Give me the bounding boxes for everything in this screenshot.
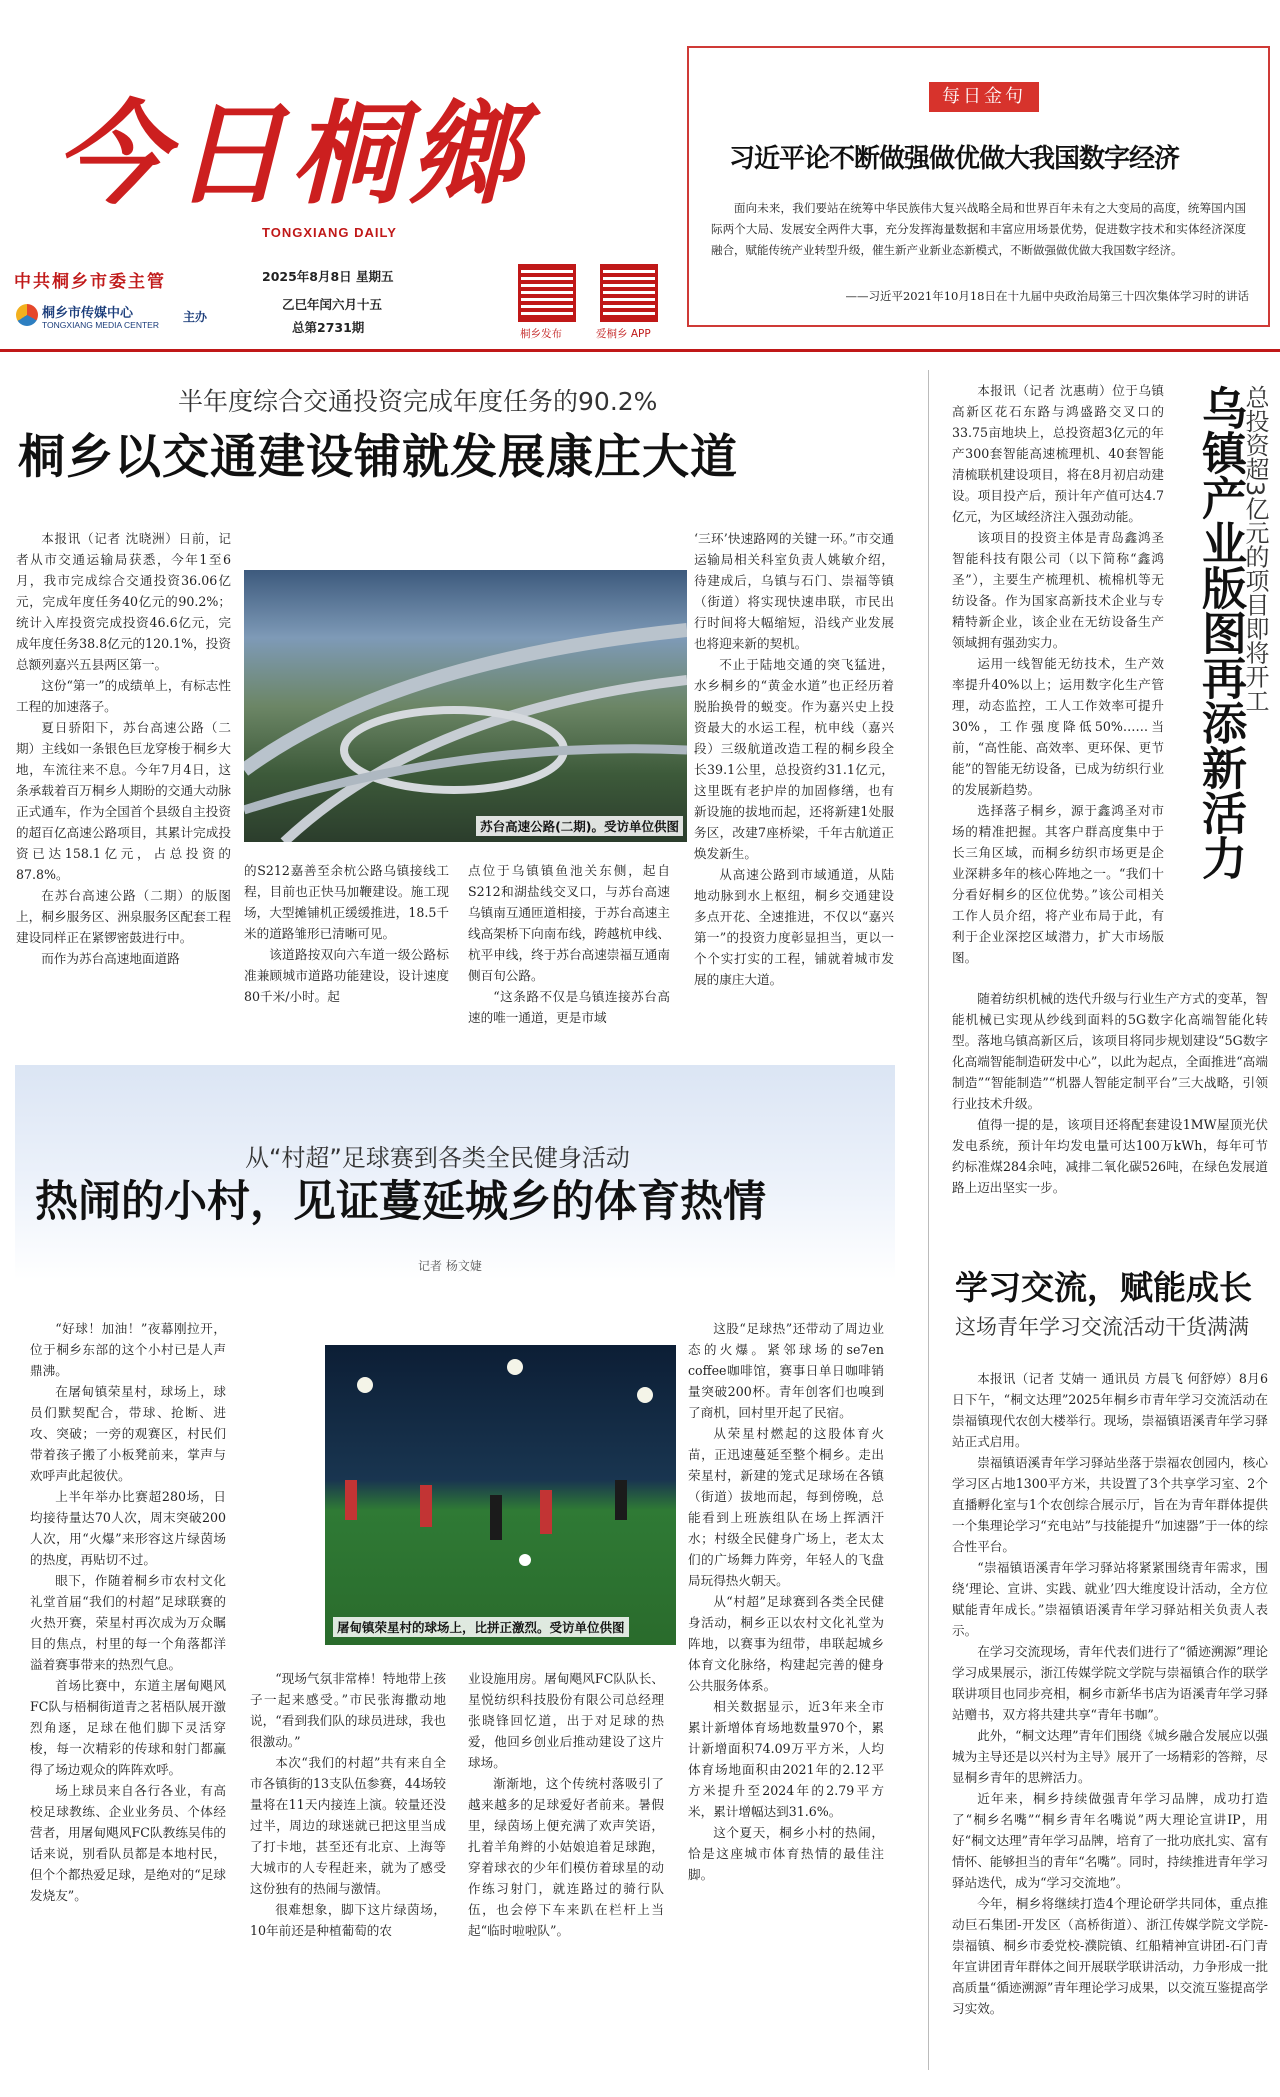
logo-english: TONGXIANG DAILY bbox=[262, 225, 397, 240]
paragraph: 该项目的投资主体是青岛鑫鸿圣智能科技有限公司（以下简称“鑫鸿圣”），主要生产梳理机、梳棉机等无纺设备。作为国家高新技术企业与专精特新企业，该企业在无纺设备生产领域拥有强劲实力。 bbox=[952, 530, 1164, 650]
article4-title: 学习交流，赋能成长 bbox=[955, 1268, 1252, 1307]
article1-column-2 bbox=[244, 860, 449, 1030]
article2-column-1 bbox=[952, 380, 1164, 980]
daily-quote-box bbox=[687, 46, 1270, 327]
paragraph: 这个夏天，桐乡小村的热闹，恰是这座城市体育热情的最佳注脚。 bbox=[688, 1825, 884, 1882]
article2-title: 乌镇产业版图再添新活力 bbox=[1194, 385, 1247, 880]
paragraph: 运用一线智能无纺技术，生产效率提升40%以上；运用数字化生产管理，动态监控，工人工作效率可提升30%，工作强度降低50%……当前，“高性能、高效率、更环保、更节能”的智能无纺设备，已成为纺织行业的发展新趋势。 bbox=[952, 656, 1164, 797]
paragraph: 的S212嘉善至余杭公路乌镇接线工程，目前也正快马加鞭建设。施工现场，大型摊铺机正缓缓推进，18.5千米的道路雏形已清晰可见。 bbox=[244, 863, 449, 941]
paragraph: 本报讯（记者 沈晓洲）日前，记者从市交通运输局获悉，今年1至6月，我市完成综合交通投资36.06亿元，完成年度任务40亿元的90.2%；统计入库投资完成投资46.6亿元，完成年度任务38.8亿元的120.1%，投资总额列嘉兴五县两区第一。 bbox=[16, 531, 231, 672]
qr-code-icon bbox=[600, 264, 658, 322]
paragraph: 在屠甸镇荣星村，球场上，球员们默契配合，带球、抢断、进攻、突破；一旁的观赛区，村民们带着孩子搬了小板凳前来，掌声与欢呼声此起彼伏。 bbox=[30, 1384, 226, 1483]
article1-subtitle: 半年度综合交通投资完成年度任务的90.2% bbox=[178, 387, 658, 416]
article4-column-1 bbox=[952, 1368, 1268, 2083]
paragraph: 崇福镇语溪青年学习驿站坐落于崇福农创园内，核心学习区占地1300平方米，共设置了3个共享学习室、2个直播孵化室与1个农创综合展示厅，旨在为青年群体提供一个集理论学习“充电站”与技能提升“加速器”于一体的综合性平台。 bbox=[952, 1455, 1268, 1554]
paragraph: 本报讯（记者 艾婧一 通讯员 方晨飞 何舒婷）8月6日下午，“桐文达理”2025年桐乡市青年学习交流活动在崇福镇现代农创大楼举行。现场，崇福镇语溪青年学习驿站正式启用。 bbox=[952, 1371, 1268, 1449]
paragraph: 而作为苏台高速地面道路 bbox=[41, 951, 180, 966]
village-football-photo bbox=[325, 1345, 676, 1645]
sponsor-text: 中共桐乡市委主管 bbox=[14, 272, 166, 292]
paragraph: 不止于陆地交通的突飞猛进，水乡桐乡的“黄金水道”也正经历着脱胎换骨的蜕变。作为嘉兴史上投资最大的水运工程，杭申线（嘉兴段）三级航道改造工程的桐乡段全长39.1公里，总投资约31.1亿元，这里既有老护岸的加固修缮，也有新设施的拔地而起，还将新建1处服务区，改建7座桥梁，千年古航道正焕发新生。 bbox=[694, 657, 894, 861]
paragraph: 该道路按双向六车道一级公路标准兼顾城市道路功能建设，设计速度80千米/小时。起 bbox=[244, 947, 449, 1004]
daily-quote-tag: 每日金句 bbox=[929, 82, 1039, 112]
paragraph: 值得一提的是，该项目还将配套建设1MW屋顶光伏发电系统，预计年均发电量可达100万kWh，每年可节约标准煤284余吨，减排二氧化碳526吨，在绿色发展道路上迈出坚实一步。 bbox=[952, 1117, 1268, 1195]
article1-column-1 bbox=[16, 528, 231, 1028]
paragraph: 本次“我们的村超”共有来自全市各镇街的13支队伍参赛，44场较量将在11天内接连上演。较量还没过半，周边的球迷就已把这里当成了打卡地，甚至还有北京、上海等大城市的人专程赶来，就为了感受这份独有的热闹与激情。 bbox=[250, 1755, 446, 1896]
lunar-date: 乙巳年闰六月十五 bbox=[282, 297, 383, 312]
daily-quote-source: ——习近平2021年10月18日在十九届中央政治局第三十四次集体学习时的讲话 bbox=[845, 289, 1249, 303]
paragraph: 渐渐地，这个传统村落吸引了越来越多的足球爱好者前来。暑假里，绿茵场上便充满了欢声笑语，扎着羊角辫的小姑娘追着足球跑，穿着球衣的少年们模仿着球星的动作练习射门，就连路过的骑行队伍，也会停下车来趴在栏杆上当起“临时啦啦队”。 bbox=[468, 1776, 664, 1938]
paragraph: ‘三环’快速路网的关键一环。”市交通运输局相关科室负责人姚敏介绍，待建成后，乌镇与石门、崇福等镇（街道）将实现快速串联，市民出行时间将大幅缩短，沿线产业发展也将迎来新的契机。 bbox=[694, 531, 894, 651]
paragraph: 选择落子桐乡，源于鑫鸿圣对市场的精准把握。其客户群高度集中于长三角区域，而桐乡纺织市场更是企业深耕多年的核心阵地之一。“我们十分看好桐乡的区位优势。”该公司相关工作人员介绍，将产业布局于此，有利于企业深挖区域潜力，扩大市场版图。 bbox=[952, 803, 1164, 965]
paragraph: “这条路不仅是乌镇连接苏台高速的唯一通道，更是市域 bbox=[468, 989, 670, 1025]
article1-column-3 bbox=[468, 860, 670, 1030]
paragraph: 从荣星村燃起的这股体育火苗，正迅速蔓延至整个桐乡。走出荣星村，新建的笼式足球场在各镇（街道）拔地而起，每到傍晚，总能看到上班族组队在场上挥洒汗水；村级全民健身广场上，老太太们的广场舞力阵旁，年轻人的飞盘局玩得热火朝天。 bbox=[688, 1426, 884, 1588]
paragraph: 从“村超”足球赛到各类全民健身活动，桐乡正以农村文化礼堂为阵地，以赛事为纽带，串联起城乡体育文化脉络，构建起完善的健身公共服务体系。 bbox=[688, 1594, 884, 1693]
header-divider bbox=[0, 349, 1280, 352]
article3-subtitle: 从“村超”足球赛到各类全民健身活动 bbox=[245, 1144, 630, 1172]
article1-photo-caption: 苏台高速公路(二期)。受访单位供图 bbox=[476, 816, 683, 836]
article3-title: 热闹的小村，见证蔓延城乡的体育热情 bbox=[35, 1177, 766, 1227]
paragraph: 夏日骄阳下，苏台高速公路（二期）主线如一条银色巨龙穿梭于桐乡大地，车流往来不息。今年7月4日，这条承载着百万桐乡人期盼的交通大动脉正式通车，作为全国首个县级自主投资的超百亿高速公路项目，其累计完成投资已达158.1亿元，占总投资的87.8%。 bbox=[16, 720, 231, 882]
paragraph: 相关数据显示，近3年来全市累计新增体育场地数量970个，累计新增面积74.09万平方米，人均体育场地面积由2021年的2.12平方米提升至2024年的2.79平方米，累计增幅达到31.6%。 bbox=[688, 1699, 884, 1819]
issue-date: 2025年8月8日 星期五 bbox=[262, 269, 394, 284]
article3-column-4 bbox=[688, 1318, 884, 2078]
daily-quote-headline: 习近平论不断做强做优做大我国数字经济 bbox=[729, 144, 1180, 174]
article1-column-4 bbox=[694, 528, 894, 1028]
paragraph: 上半年举办比赛超280场，日均接待量达70人次，周末突破200人次，用“火爆”来形容这片绿茵场的热度，再贴切不过。 bbox=[30, 1489, 226, 1567]
media-center-name: 桐乡市传媒中心 bbox=[42, 306, 134, 321]
article2-subtitle: 总投资超3亿元的项目即将开工 bbox=[1241, 385, 1269, 713]
paragraph: 这股“足球热”还带动了周边业态的火爆。紧邻球场的se7en coffee咖啡馆，赛事日单日咖啡销量突破200杯。青年创客们也嗅到了商机，回村里开起了民宿。 bbox=[688, 1321, 884, 1420]
paragraph: 点位于乌镇镇鱼池关东侧，起自S212和湖盐线交叉口，与苏台高速乌镇南互通匝道相接，于苏台高速主线高架桥下向南布线，跨越杭申线、杭平申线，终于苏台高速崇福互通南侧百旬公路。 bbox=[468, 863, 670, 983]
issue-number: 总第2731期 bbox=[292, 320, 365, 335]
article4-subtitle: 这场青年学习交流活动干货满满 bbox=[955, 1315, 1249, 1339]
paragraph: 业设施用房。屠甸飓风FC队队长、星悦纺织科技股份有限公司总经理张晓锋回忆道，出于对足球的热爱，他回乡创业后推动建设了这片球场。 bbox=[468, 1671, 664, 1770]
paragraph: 在学习交流现场，青年代表们进行了“循迹溯源”理论学习成果展示，浙江传媒学院文学院与崇福镇合作的联学联讲项目也同步亮相，桐乡市新华书店为语溪青年学习驿站赠书，双方将共建共享“青年书咖”。 bbox=[952, 1644, 1268, 1722]
paragraph: 眼下，作随着桐乡市农村文化礼堂首届“我们的村超”足球联赛的火热开赛，荣星村再次成为万众瞩目的焦点，村里的每一个角落都洋溢着赛事带来的热烈气息。 bbox=[30, 1573, 226, 1672]
paragraph: 场上球员来自各行各业，有高校足球教练、企业业务员、个体经营者，用屠甸飓风FC队教练吴伟的话来说，别看队员都是本地村民，但个个都热爱足球，是绝对的“足球发烧友”。 bbox=[30, 1783, 226, 1903]
article3-column-3 bbox=[468, 1668, 664, 2078]
article3-byline: 记者 杨文婕 bbox=[418, 1259, 482, 1273]
qr1-label: 桐乡发布 bbox=[520, 328, 562, 340]
article3-column-1 bbox=[30, 1318, 226, 2078]
qr2-label: 爱桐乡 APP bbox=[596, 328, 651, 340]
paragraph: 今年，桐乡将继续打造4个理论研学共同体，重点推动巨石集团-开发区（高桥街道）、浙江传媒学院文学院-崇福镇、桐乡市委党校-濮院镇、红船精神宣讲团-石门青年宣讲团青年群体之间开展联学联讲活动，力争形成一批高质量“循迹溯源”青年理论学习成果，以交流互鉴提高学习实效。 bbox=[952, 1896, 1268, 2016]
paragraph: “崇福镇语溪青年学习驿站将紧紧围绕青年需求，围绕‘理论、宣讲、实践、就业’四大维度设计活动，全方位赋能青年成长。”崇福镇语溪青年学习驿站相关负责人表示。 bbox=[952, 1560, 1268, 1638]
newspaper-logo: 今日桐鄉 bbox=[55, 89, 527, 220]
paragraph: 本报讯（记者 沈惠萌）位于乌镇高新区花石东路与鸿盛路交叉口的33.75亩地块上，总投资超3亿元的年产300套智能高速梳理机、40套智能清梳联机建设项目，将在8月初启动建设。项目投产后，预计年产值可达4.7亿元，为区域经济注入强劲动能。 bbox=[952, 383, 1164, 524]
highway-interchange-photo bbox=[244, 570, 687, 842]
paragraph: 在苏台高速公路（二期）的版图上，桐乡服务区、洲泉服务区配套工程建设同样正在紧锣密鼓进行中。 bbox=[16, 888, 231, 945]
article3-photo-caption: 屠甸镇荣星村的球场上，比拼正激烈。受访单位供图 bbox=[333, 1617, 629, 1637]
paragraph: 这份“第一”的成绩单上，有标志性工程的加速落子。 bbox=[16, 678, 231, 714]
paragraph: 近年来，桐乡持续做强青年学习品牌，成功打造了“桐乡名嘴”“桐乡青年名嘴说”两大理论宣讲IP，用好“桐文达理”青年学习品牌，培育了一批功底扎实、富有情怀、能够担当的青年“名嘴”。同时，持续推进青年学习驿站迭代，成为“学习交流地”。 bbox=[952, 1791, 1268, 1890]
paragraph: “好球！加油！”夜幕刚拉开，位于桐乡东部的这个小村已是人声鼎沸。 bbox=[30, 1321, 226, 1378]
paragraph: “现场气氛非常棒！特地带上孩子一起来感受。”市民张海撒动地说，“看到我们队的球员进球，我也很激动。” bbox=[250, 1671, 446, 1749]
paragraph: 首场比赛中，东道主屠甸飓风FC队与梧桐街道青之茗梧队展开激烈角逐，足球在他们脚下灵活穿梭，每一次精彩的传球和射门都赢得了场边观众的阵阵欢呼。 bbox=[30, 1678, 226, 1777]
column-divider bbox=[928, 370, 929, 2070]
article1-title: 桐乡以交通建设铺就发展康庄大道 bbox=[18, 430, 738, 485]
paragraph: 很难想象，脚下这片绿茵场，10年前还是种植葡萄的农 bbox=[250, 1902, 446, 1938]
paragraph: 随着纺织机械的迭代升级与行业生产方式的变革，智能机械已实现从纱线到面料的5G数字化高端智能化转型。落地乌镇高新区后，该项目将同步规划建设“5G数字化高端智能制造研发中心”，以此为起点，全面推进“高端制造”“智能制造”“机器人智能定制平台”三大战略，引领行业技术升级。 bbox=[952, 991, 1268, 1111]
article2-column-2 bbox=[952, 988, 1268, 1208]
paragraph: 从高速公路到市域通道，从陆地动脉到水上枢纽，桐乡交通建设多点开花、全速推进，不仅以“嘉兴第一”的投资力度彰显担当，更以一个个实打实的工程，铺就着城市发展的康庄大道。 bbox=[694, 867, 894, 987]
article3-column-2 bbox=[250, 1668, 446, 2078]
daily-quote-body: 面向未来，我们要站在统筹中华民族伟大复兴战略全局和世界百年未有之大变局的高度，统筹国内国际两个大局、发展安全两件大事，充分发挥海量数据和丰富应用场景优势，促进数字技术和实体经济深度融合，赋能传统产业转型升级，催生新产业新业态新模式，不断做强做优做大我国数字经济。 bbox=[711, 201, 1246, 257]
media-center-en: TONGXIANG MEDIA CENTER bbox=[42, 320, 159, 330]
qr-code-icon bbox=[518, 264, 576, 322]
media-center-logo-icon bbox=[16, 304, 38, 326]
host-label: 主办 bbox=[183, 310, 208, 324]
paragraph: 此外，“桐文达理”青年们围绕《城乡融合发展应以强城为主导还是以兴村为主导》展开了一场精彩的答辩，尽显桐乡青年的思辨活力。 bbox=[952, 1728, 1268, 1785]
masthead bbox=[0, 0, 1280, 352]
